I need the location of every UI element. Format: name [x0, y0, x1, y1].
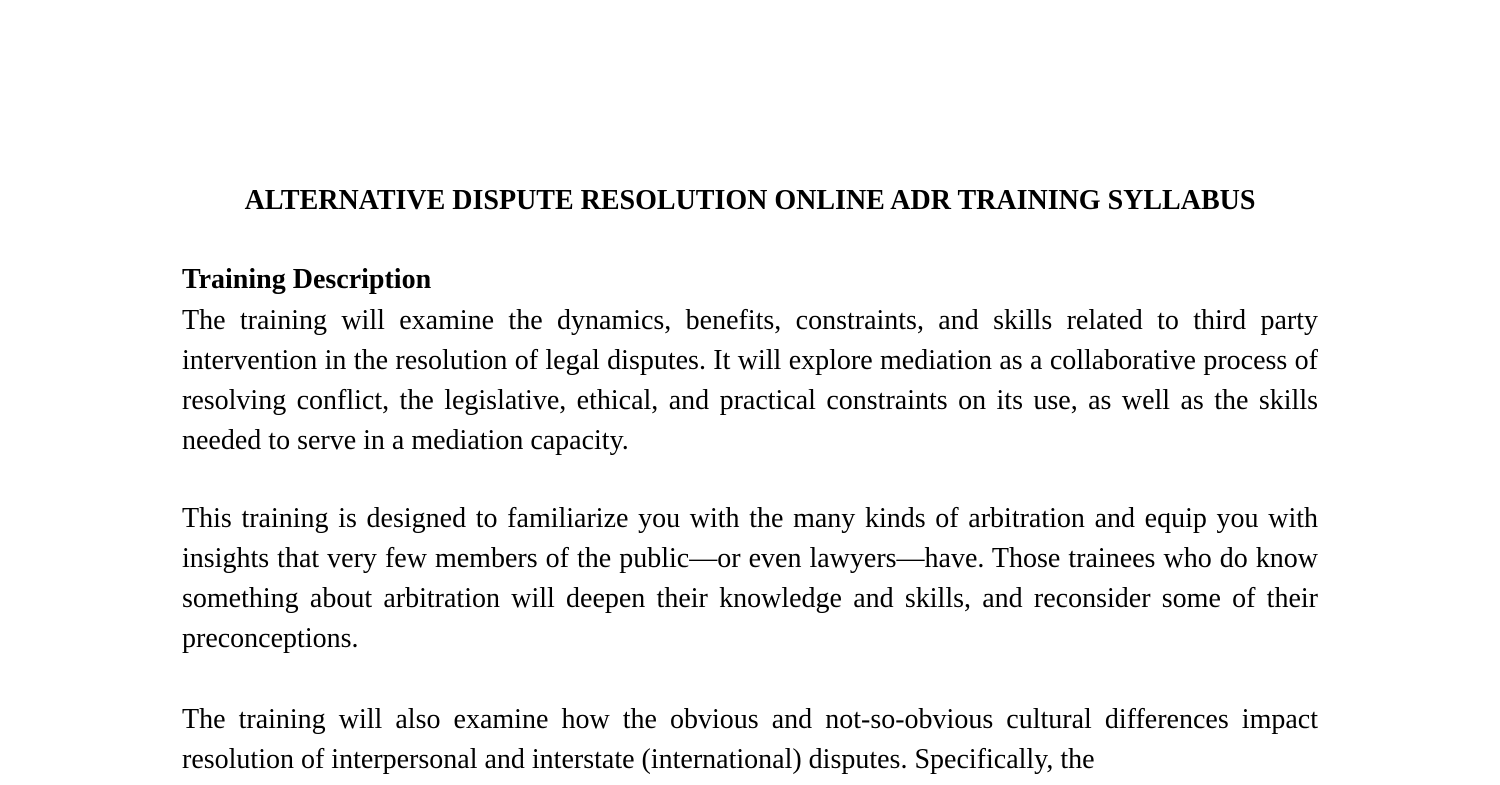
- section-heading-training-description: Training Description: [182, 264, 432, 295]
- paragraph-2: This training is designed to familiarize you with the many kinds of arbitration and equip you with insights that very few members of the public—or even lawyers—have. Those trainees who do know something about arbitration will deepen their knowledge and skills, and reconsider some of their preconceptions.: [182, 503, 1318, 654]
- paragraph-1: The training will examine the dynamics, benefits, constraints, and skills related to third party intervention in the resolution of legal disputes. It will explore mediation as a collaborative process of resolving conflict, the legislative, ethical, and practical constraints on its use, as well as the skills needed to serve in a mediation capacity.: [182, 305, 1318, 456]
- document-title: ALTERNATIVE DISPUTE RESOLUTION ONLINE ADR TRAINING SYLLABUS: [244, 185, 1256, 216]
- paragraph-3: The training will also examine how the obvious and not-so-obvious cultural differences impact resolution of interpersonal and interstate (international) disputes. Specifically, the: [182, 704, 1318, 775]
